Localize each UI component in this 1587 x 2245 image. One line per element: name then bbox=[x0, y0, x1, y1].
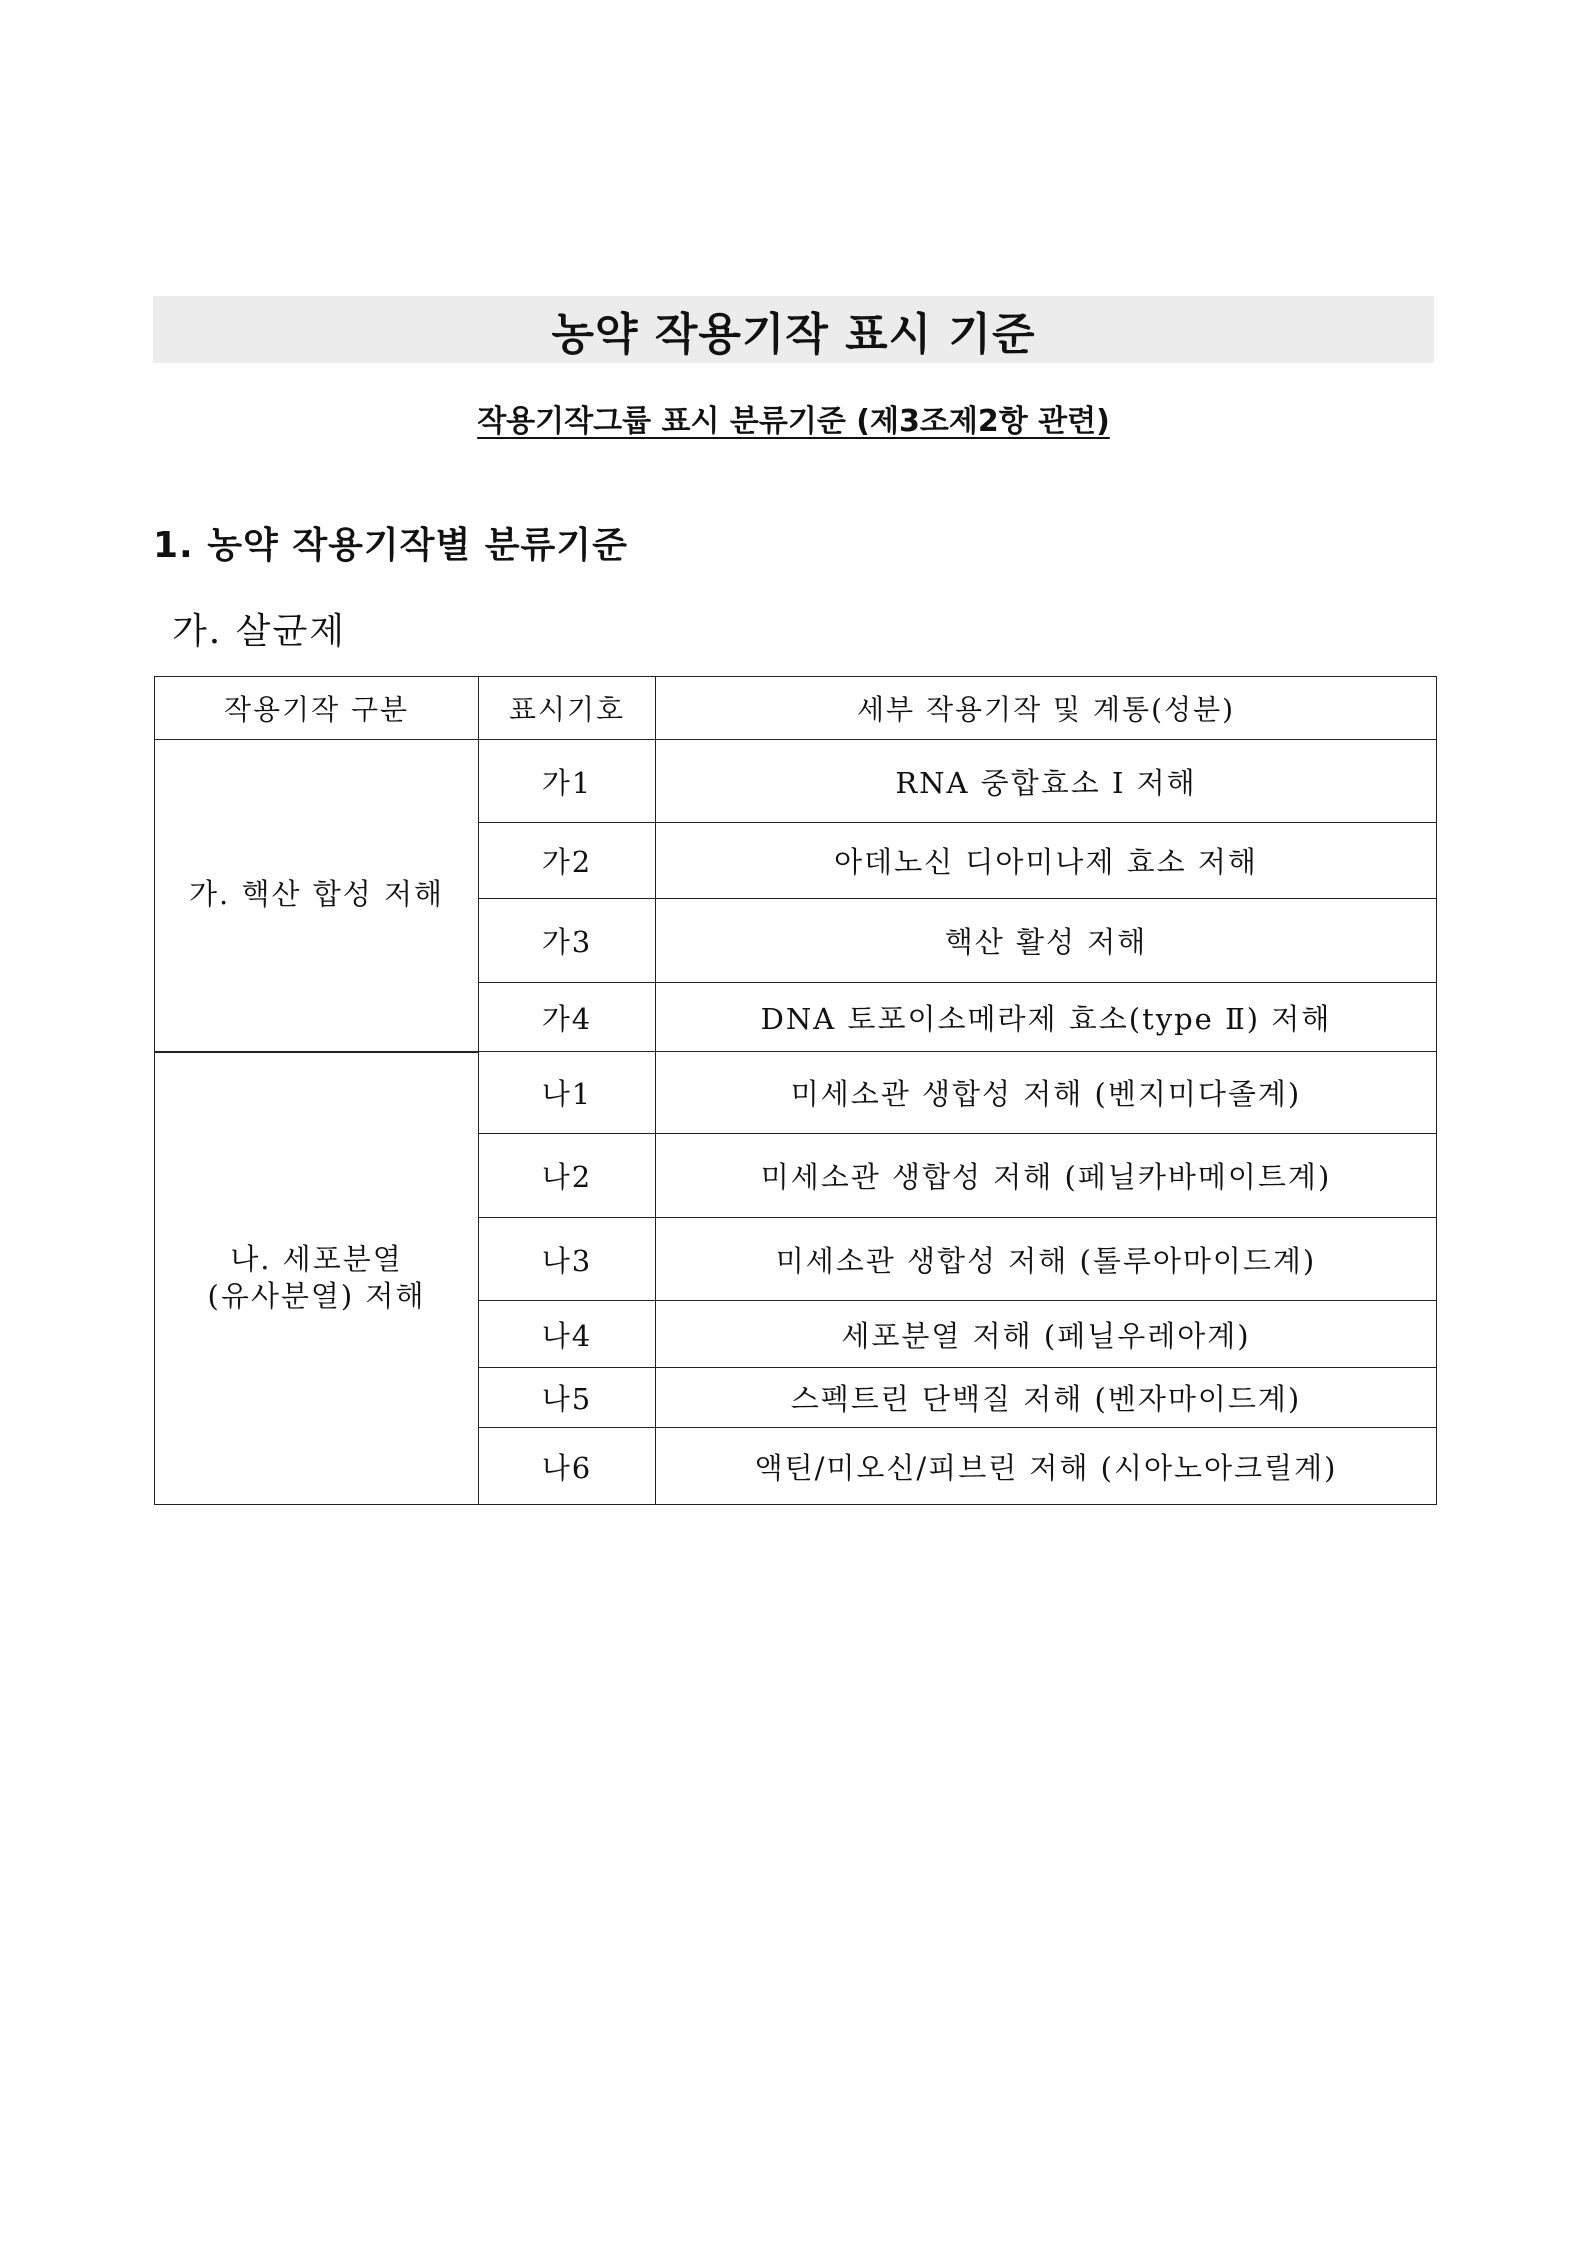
subsection-heading: 가. 살균제 bbox=[172, 611, 346, 652]
header-cell-code: 표시기호 bbox=[479, 677, 656, 740]
page-title-banner bbox=[153, 296, 1434, 363]
page-title: 농약 작용기작 표시 기준 bbox=[551, 308, 1036, 360]
code-cell: 나2 bbox=[479, 1134, 656, 1218]
detail-cell: 핵산 활성 저해 bbox=[656, 899, 1437, 983]
category-cell bbox=[155, 1052, 479, 1505]
category-cell bbox=[155, 740, 479, 1052]
detail-cell: 아데노신 디아미나제 효소 저해 bbox=[656, 823, 1437, 899]
subtitle-text: 작용기작그룹 표시 분류기준 (제3조제2항 관련) bbox=[477, 404, 1110, 439]
table-row bbox=[155, 740, 1437, 823]
code-cell: 가2 bbox=[479, 823, 656, 899]
section-heading: 1. 농약 작용기작별 분류기준 bbox=[153, 525, 628, 566]
code-cell: 가4 bbox=[479, 983, 656, 1052]
detail-cell: 미세소관 생합성 저해 (톨루아마이드계) bbox=[656, 1218, 1437, 1301]
detail-cell: 미세소관 생합성 저해 (벤지미다졸계) bbox=[656, 1052, 1437, 1134]
code-cell: 나3 bbox=[479, 1218, 656, 1301]
category-label: (유사분열) 저해 bbox=[207, 1279, 426, 1314]
detail-cell: 미세소관 생합성 저해 (페닐카바메이트계) bbox=[656, 1134, 1437, 1218]
detail-cell: 세포분열 저해 (페닐우레아계) bbox=[656, 1301, 1437, 1368]
detail-cell: 액틴/미오신/피브린 저해 (시아노아크릴계) bbox=[656, 1428, 1437, 1505]
table-row bbox=[155, 1052, 1437, 1134]
category-label: 가. 핵산 합성 저해 bbox=[189, 877, 444, 912]
code-cell: 나6 bbox=[479, 1428, 656, 1505]
detail-cell: DNA 토포이소메라제 효소(type Ⅱ) 저해 bbox=[656, 983, 1437, 1052]
classification-table bbox=[154, 676, 1437, 1505]
code-cell: 나4 bbox=[479, 1301, 656, 1368]
code-cell: 나5 bbox=[479, 1368, 656, 1428]
code-cell: 가3 bbox=[479, 899, 656, 983]
detail-cell: RNA 중합효소 Ⅰ 저해 bbox=[656, 740, 1437, 823]
code-cell: 가1 bbox=[479, 740, 656, 823]
header-cell-detail: 세부 작용기작 및 계통(성분) bbox=[656, 677, 1437, 740]
detail-cell: 스펙트린 단백질 저해 (벤자마이드계) bbox=[656, 1368, 1437, 1428]
subtitle bbox=[153, 396, 1434, 440]
category-label: 나. 세포분열 bbox=[230, 1241, 403, 1276]
code-cell: 나1 bbox=[479, 1052, 656, 1134]
table-header-row bbox=[155, 677, 1437, 740]
header-cell-category: 작용기작 구분 bbox=[155, 677, 479, 740]
